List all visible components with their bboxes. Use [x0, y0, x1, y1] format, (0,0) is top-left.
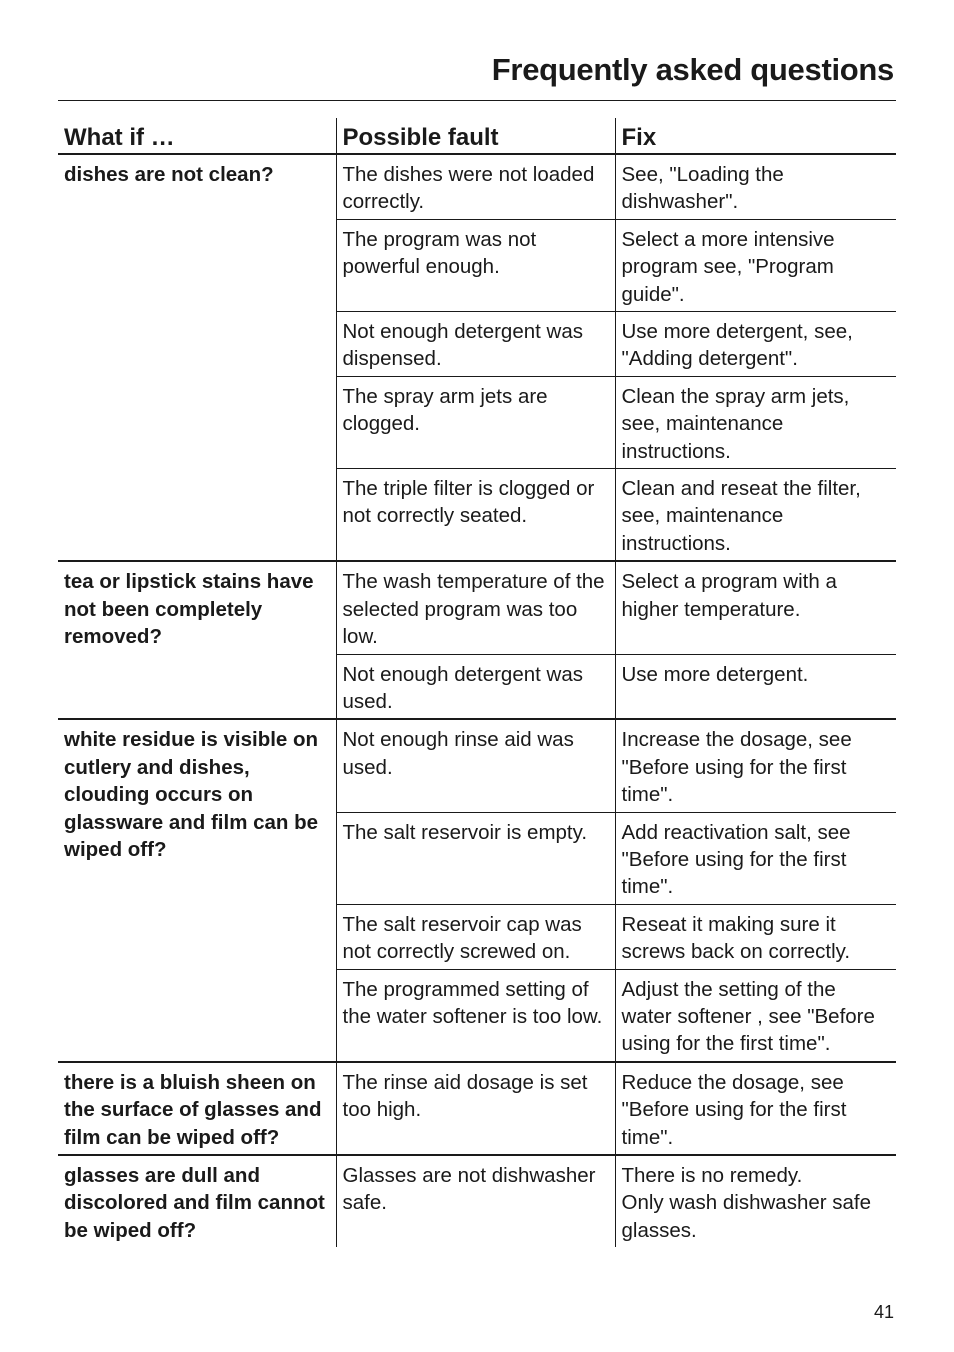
possible-fault-cell: Not enough detergent was dispensed. [336, 312, 615, 377]
fix-cell: There is no remedy. Only wash dishwasher safe glasses. [615, 1155, 896, 1247]
title-divider [58, 100, 896, 101]
fix-cell: Select a more intensive program see, "Program guide". [615, 219, 896, 311]
faq-table-body [58, 154, 896, 1247]
table-row [58, 1155, 896, 1247]
possible-fault-cell: Not enough detergent was used. [336, 654, 615, 719]
table-row [58, 154, 896, 219]
fix-cell: See, "Loading the dishwasher". [615, 154, 896, 219]
page-title: Frequently asked questions [491, 52, 894, 87]
column-header-possible-fault: Possible fault [336, 118, 615, 154]
question-cell: white residue is visible on cutlery and dishes, clouding occurs on glassware and film can be wiped off? [58, 719, 336, 1061]
possible-fault-cell: The triple filter is clogged or not correctly seated. [336, 469, 615, 562]
question-cell: glasses are dull and discolored and film cannot be wiped off? [64, 1164, 325, 1242]
fix-cell: Clean the spray arm jets, see, maintenance instructions. [615, 376, 896, 468]
fix-cell: Adjust the setting of the water softener , see "Before using for the first time". [615, 969, 896, 1062]
question-cell: there is a bluish sheen on the surface of glasses and film can be wiped off? [58, 1062, 336, 1155]
possible-fault-cell: Glasses are not dishwasher safe. [336, 1155, 615, 1247]
column-header-what-if: What if … [58, 118, 336, 154]
fix-cell: Reseat it making sure it screws back on correctly. [615, 904, 896, 969]
fix-cell: Increase the dosage, see "Before using for the first time". [615, 719, 896, 812]
question-cell: dishes are not clean? [58, 154, 336, 561]
possible-fault-cell: The dishes were not loaded correctly. [336, 154, 615, 219]
possible-fault-cell: The program was not powerful enough. [336, 219, 615, 311]
column-header-fix: Fix [615, 118, 896, 154]
fix-cell: Select a program with a higher temperature. [615, 561, 896, 654]
fix-cell: Use more detergent, see, "Adding detergent". [615, 312, 896, 377]
possible-fault-cell: Not enough rinse aid was used. [336, 719, 615, 812]
fix-cell: Clean and reseat the filter, see, maintenance instructions. [615, 469, 896, 562]
possible-fault-cell: The salt reservoir cap was not correctly screwed on. [336, 904, 615, 969]
table-header-row [58, 118, 896, 154]
fix-cell: Add reactivation salt, see "Before using for the first time". [615, 812, 896, 904]
table-row [58, 561, 896, 654]
possible-fault-cell: The spray arm jets are clogged. [336, 376, 615, 468]
possible-fault-cell: The salt reservoir is empty. [336, 812, 615, 904]
possible-fault-cell: The wash temperature of the selected program was too low. [336, 561, 615, 654]
possible-fault-cell: The programmed setting of the water softener is too low. [336, 969, 615, 1062]
fix-cell: Use more detergent. [615, 654, 896, 719]
fix-cell: Reduce the dosage, see "Before using for the first time". [615, 1062, 896, 1155]
table-row [58, 719, 896, 812]
table-row [58, 1062, 896, 1155]
faq-table [58, 118, 896, 1247]
question-cell: tea or lipstick stains have not been completely removed? [58, 561, 336, 719]
possible-fault-cell: The rinse aid dosage is set too high. [336, 1062, 615, 1155]
page-number: 41 [873, 1302, 894, 1322]
